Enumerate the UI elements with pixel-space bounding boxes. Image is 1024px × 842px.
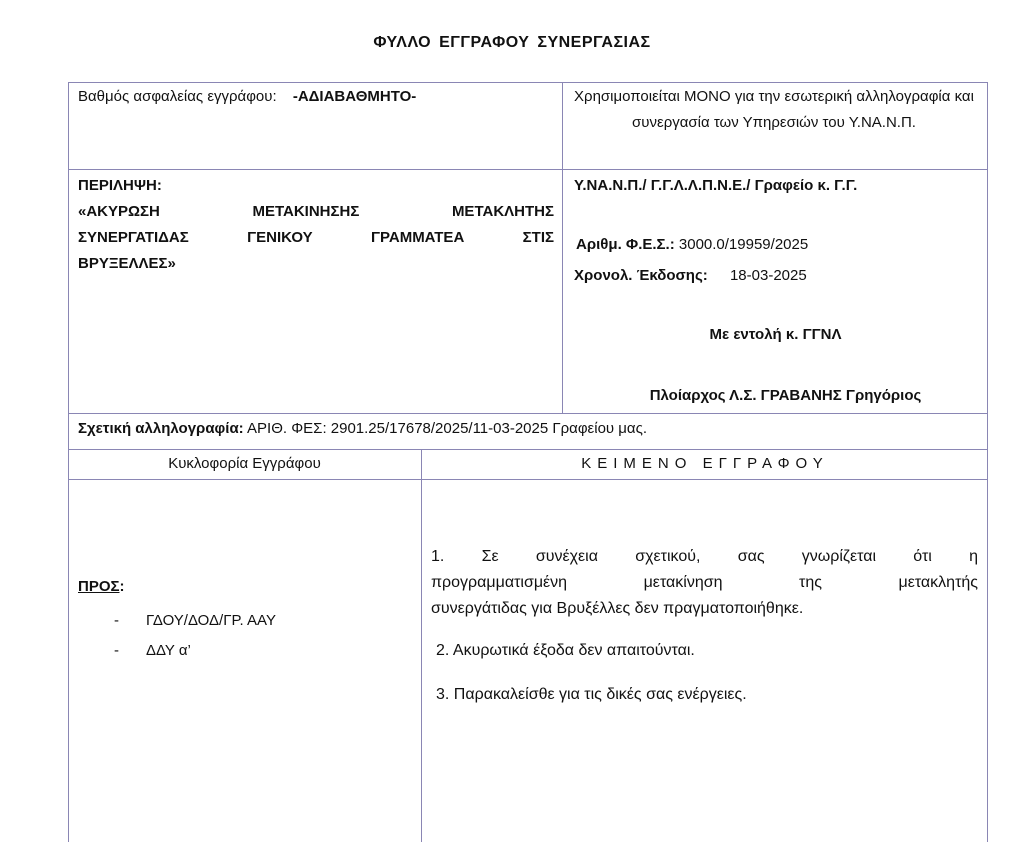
paragraph-1-line-2: προγραμματισμένη μετακίνηση της μετακλητής <box>431 574 978 591</box>
paragraph-1-line-1: 1. Σε συνέχεια σχετικού, σας γνωρίζεται ότι η <box>431 548 978 565</box>
usage-note: Χρησιμοποιείται ΜΟΝΟ για την εσωτερική αλληλογραφία και συνεργασία των Υπηρεσιών του Υ.ΝΑ.Ν.Π. <box>574 88 974 131</box>
issue-number-label: Αριθμ. Φ.Ε.Σ.: <box>576 236 675 253</box>
row-divider-1 <box>68 169 988 170</box>
document-title: ΦΥΛΛΟ ΕΓΓΡΑΦΟΥ ΣΥΝΕΡΓΑΣΙΑΣ <box>373 34 651 51</box>
recipients <box>78 606 413 666</box>
distribution-header: Κυκλοφορία Εγγράφου <box>168 455 321 472</box>
border-top <box>68 82 988 83</box>
classification-value: -ΑΔΙΑΒΑΘΜΗΤΟ- <box>292 88 417 105</box>
document-form <box>68 82 988 842</box>
body-text <box>431 544 978 622</box>
summary-label: ΠΕΡΙΛΗΨΗ: <box>78 177 162 194</box>
summary-line-2: ΣΥΝΕΡΓΑΤΙΔΑΣ ΓΕΝΙΚΟΥ ΓΡΑΜΜΑΤΕΑ ΣΤΙΣ <box>78 229 554 246</box>
divider-lower <box>421 449 422 842</box>
signatory: Πλοίαρχος Λ.Σ. ΓΡΑΒΑΝΗΣ Γρηγόριος <box>649 387 922 404</box>
to-label-row <box>78 574 413 600</box>
issuer-office: Υ.ΝΑ.Ν.Π./ Γ.Γ.Λ.Λ.Π.Ν.Ε./ Γραφείο κ. Γ.Γ. <box>574 177 858 194</box>
order-line: Με εντολή κ. ΓΓΝΛ <box>709 326 842 343</box>
summary-cell <box>78 173 554 277</box>
distribution-list <box>78 574 413 666</box>
row-divider-4 <box>68 479 988 480</box>
issue-date-value: 18-03-2025 <box>729 267 807 284</box>
summary-line-3: ΒΡΥΞΕΛΛΕΣ» <box>78 255 176 272</box>
issue-number-value: 3000.0/19959/2025 <box>678 236 809 253</box>
classification-cell <box>78 84 558 110</box>
related-label: Σχετική αλληλογραφία: <box>78 420 244 437</box>
issue-date-row <box>574 263 974 289</box>
paragraph-1-line-3: συνεργάτιδας για Βρυξέλλες δεν πραγματοποιήθηκε. <box>431 600 804 617</box>
issue-date-label: Χρονολ. Έκδοσης: <box>574 267 708 284</box>
summary-line-1: «ΑΚΥΡΩΣΗ ΜΕΤΑΚΙΝΗΣΗΣ ΜΕΤΑΚΛΗΤΗΣ <box>78 203 554 220</box>
recipient-item: - ΓΔΟΥ/ΔΟΔ/ΓΡ. ΑΑΥ <box>78 606 413 636</box>
divider-upper <box>562 82 563 413</box>
related-correspondence <box>78 414 978 444</box>
classification-label: Βαθμός ασφαλείας εγγράφου: <box>78 88 277 105</box>
to-label: ΠΡΟΣ <box>78 578 120 595</box>
recipient-item: - ΔΔΥ α’ <box>78 636 413 666</box>
issue-number-row <box>576 232 976 258</box>
paragraph-2: 2. Ακυρωτικά έξοδα δεν απαιτούνται. <box>436 642 695 659</box>
related-value: ΑΡΙΘ. ΦΕΣ: 2901.25/17678/2025/11-03-2025 Γραφείου μας. <box>247 420 647 437</box>
paragraph-3: 3. Παρακαλείσθε για τις δικές σας ενέργειες. <box>436 686 747 703</box>
to-colon: : <box>119 578 125 595</box>
text-header: ΚΕΙΜΕΝΟ ΕΓΓΡΑΦΟΥ <box>581 455 829 472</box>
